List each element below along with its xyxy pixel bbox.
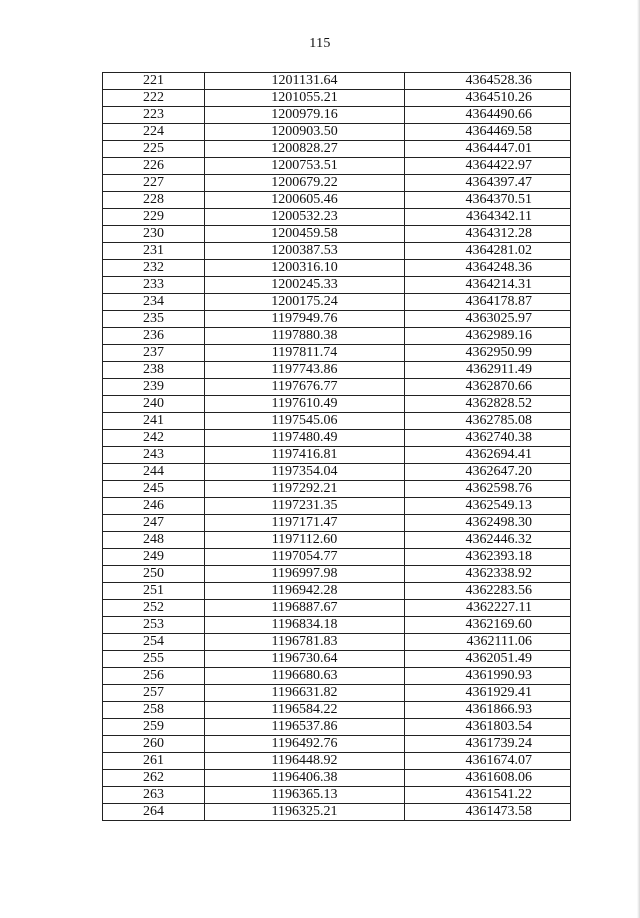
table-row xyxy=(103,600,571,617)
x-coordinate-cell: 1200175.24 xyxy=(205,294,405,311)
x-coordinate-cell: 1196584.22 xyxy=(205,702,405,719)
y-coordinate-cell: 4362828.52 xyxy=(405,396,571,413)
y-coordinate-cell: 4364342.11 xyxy=(405,209,571,226)
point-number-cell: 253 xyxy=(103,617,205,634)
x-coordinate-cell: 1200979.16 xyxy=(205,107,405,124)
point-number-cell: 231 xyxy=(103,243,205,260)
point-number-cell: 229 xyxy=(103,209,205,226)
x-coordinate-cell: 1196365.13 xyxy=(205,787,405,804)
table-row xyxy=(103,787,571,804)
table-row xyxy=(103,260,571,277)
table-row xyxy=(103,396,571,413)
point-number-cell: 233 xyxy=(103,277,205,294)
y-coordinate-cell: 4364281.02 xyxy=(405,243,571,260)
x-coordinate-cell: 1196781.83 xyxy=(205,634,405,651)
y-coordinate-cell: 4362283.56 xyxy=(405,583,571,600)
table-row xyxy=(103,719,571,736)
x-coordinate-cell: 1196680.63 xyxy=(205,668,405,685)
y-coordinate-cell: 4361541.22 xyxy=(405,787,571,804)
x-coordinate-cell: 1197054.77 xyxy=(205,549,405,566)
y-coordinate-cell: 4361866.93 xyxy=(405,702,571,719)
x-coordinate-cell: 1197416.81 xyxy=(205,447,405,464)
x-coordinate-cell: 1196730.64 xyxy=(205,651,405,668)
table-row xyxy=(103,311,571,328)
y-coordinate-cell: 4361803.54 xyxy=(405,719,571,736)
point-number-cell: 264 xyxy=(103,804,205,821)
y-coordinate-cell: 4362338.92 xyxy=(405,566,571,583)
x-coordinate-cell: 1196997.98 xyxy=(205,566,405,583)
x-coordinate-cell: 1196537.86 xyxy=(205,719,405,736)
y-coordinate-cell: 4362911.49 xyxy=(405,362,571,379)
table-row xyxy=(103,124,571,141)
x-coordinate-cell: 1201055.21 xyxy=(205,90,405,107)
y-coordinate-cell: 4362498.30 xyxy=(405,515,571,532)
table-row xyxy=(103,702,571,719)
point-number-cell: 240 xyxy=(103,396,205,413)
x-coordinate-cell: 1197743.86 xyxy=(205,362,405,379)
y-coordinate-cell: 4362785.08 xyxy=(405,413,571,430)
point-number-cell: 249 xyxy=(103,549,205,566)
point-number-cell: 257 xyxy=(103,685,205,702)
point-number-cell: 260 xyxy=(103,736,205,753)
point-number-cell: 227 xyxy=(103,175,205,192)
table-row xyxy=(103,277,571,294)
y-coordinate-cell: 4364178.87 xyxy=(405,294,571,311)
x-coordinate-cell: 1197949.76 xyxy=(205,311,405,328)
y-coordinate-cell: 4362169.60 xyxy=(405,617,571,634)
x-coordinate-cell: 1197545.06 xyxy=(205,413,405,430)
y-coordinate-cell: 4361739.24 xyxy=(405,736,571,753)
x-coordinate-cell: 1196492.76 xyxy=(205,736,405,753)
y-coordinate-cell: 4362647.20 xyxy=(405,464,571,481)
table-row xyxy=(103,804,571,821)
table-row xyxy=(103,226,571,243)
table-row xyxy=(103,753,571,770)
x-coordinate-cell: 1196887.67 xyxy=(205,600,405,617)
table-row xyxy=(103,685,571,702)
point-number-cell: 252 xyxy=(103,600,205,617)
table-row xyxy=(103,651,571,668)
x-coordinate-cell: 1200903.50 xyxy=(205,124,405,141)
x-coordinate-cell: 1196448.92 xyxy=(205,753,405,770)
y-coordinate-cell: 4362446.32 xyxy=(405,532,571,549)
x-coordinate-cell: 1197231.35 xyxy=(205,498,405,515)
x-coordinate-cell: 1196406.38 xyxy=(205,770,405,787)
y-coordinate-cell: 4362111.06 xyxy=(405,634,571,651)
x-coordinate-cell: 1197880.38 xyxy=(205,328,405,345)
table-row xyxy=(103,345,571,362)
point-number-cell: 242 xyxy=(103,430,205,447)
point-number-cell: 228 xyxy=(103,192,205,209)
y-coordinate-cell: 4361473.58 xyxy=(405,804,571,821)
x-coordinate-cell: 1197354.04 xyxy=(205,464,405,481)
y-coordinate-cell: 4364528.36 xyxy=(405,73,571,90)
y-coordinate-cell: 4364312.28 xyxy=(405,226,571,243)
x-coordinate-cell: 1197480.49 xyxy=(205,430,405,447)
point-number-cell: 232 xyxy=(103,260,205,277)
point-number-cell: 238 xyxy=(103,362,205,379)
y-coordinate-cell: 4364422.97 xyxy=(405,158,571,175)
point-number-cell: 263 xyxy=(103,787,205,804)
table-row xyxy=(103,413,571,430)
table-row xyxy=(103,141,571,158)
y-coordinate-cell: 4362950.99 xyxy=(405,345,571,362)
x-coordinate-cell: 1200316.10 xyxy=(205,260,405,277)
y-coordinate-cell: 4362740.38 xyxy=(405,430,571,447)
y-coordinate-cell: 4364510.26 xyxy=(405,90,571,107)
table-row xyxy=(103,464,571,481)
point-number-cell: 226 xyxy=(103,158,205,175)
x-coordinate-cell: 1200605.46 xyxy=(205,192,405,209)
table-row xyxy=(103,192,571,209)
x-coordinate-cell: 1197676.77 xyxy=(205,379,405,396)
table-row xyxy=(103,209,571,226)
point-number-cell: 222 xyxy=(103,90,205,107)
x-coordinate-cell: 1200753.51 xyxy=(205,158,405,175)
y-coordinate-cell: 4362227.11 xyxy=(405,600,571,617)
x-coordinate-cell: 1200679.22 xyxy=(205,175,405,192)
y-coordinate-cell: 4362694.41 xyxy=(405,447,571,464)
table-row xyxy=(103,328,571,345)
x-coordinate-cell: 1196631.82 xyxy=(205,685,405,702)
table-row xyxy=(103,566,571,583)
y-coordinate-cell: 4364214.31 xyxy=(405,277,571,294)
point-number-cell: 250 xyxy=(103,566,205,583)
x-coordinate-cell: 1200245.33 xyxy=(205,277,405,294)
y-coordinate-cell: 4364397.47 xyxy=(405,175,571,192)
point-number-cell: 247 xyxy=(103,515,205,532)
point-number-cell: 246 xyxy=(103,498,205,515)
point-number-cell: 255 xyxy=(103,651,205,668)
point-number-cell: 225 xyxy=(103,141,205,158)
table-row xyxy=(103,770,571,787)
point-number-cell: 224 xyxy=(103,124,205,141)
point-number-cell: 254 xyxy=(103,634,205,651)
point-number-cell: 248 xyxy=(103,532,205,549)
point-number-cell: 245 xyxy=(103,481,205,498)
coordinates-table-body xyxy=(103,73,571,821)
point-number-cell: 259 xyxy=(103,719,205,736)
table-row xyxy=(103,481,571,498)
table-row xyxy=(103,532,571,549)
y-coordinate-cell: 4362051.49 xyxy=(405,651,571,668)
table-row xyxy=(103,498,571,515)
x-coordinate-cell: 1200387.53 xyxy=(205,243,405,260)
x-coordinate-cell: 1196325.21 xyxy=(205,804,405,821)
point-number-cell: 236 xyxy=(103,328,205,345)
table-row xyxy=(103,243,571,260)
table-row xyxy=(103,158,571,175)
x-coordinate-cell: 1196834.18 xyxy=(205,617,405,634)
table-row xyxy=(103,549,571,566)
y-coordinate-cell: 4364490.66 xyxy=(405,107,571,124)
x-coordinate-cell: 1201131.64 xyxy=(205,73,405,90)
table-row xyxy=(103,294,571,311)
y-coordinate-cell: 4361608.06 xyxy=(405,770,571,787)
y-coordinate-cell: 4362393.18 xyxy=(405,549,571,566)
point-number-cell: 234 xyxy=(103,294,205,311)
y-coordinate-cell: 4364370.51 xyxy=(405,192,571,209)
table-row xyxy=(103,73,571,90)
point-number-cell: 239 xyxy=(103,379,205,396)
y-coordinate-cell: 4364469.58 xyxy=(405,124,571,141)
point-number-cell: 244 xyxy=(103,464,205,481)
y-coordinate-cell: 4362870.66 xyxy=(405,379,571,396)
table-row xyxy=(103,90,571,107)
table-row xyxy=(103,736,571,753)
table-row xyxy=(103,515,571,532)
table-row xyxy=(103,583,571,600)
table-row xyxy=(103,430,571,447)
x-coordinate-cell: 1197171.47 xyxy=(205,515,405,532)
y-coordinate-cell: 4361990.93 xyxy=(405,668,571,685)
y-coordinate-cell: 4362549.13 xyxy=(405,498,571,515)
point-number-cell: 223 xyxy=(103,107,205,124)
point-number-cell: 262 xyxy=(103,770,205,787)
table-row xyxy=(103,634,571,651)
y-coordinate-cell: 4361674.07 xyxy=(405,753,571,770)
table-row xyxy=(103,668,571,685)
table-row xyxy=(103,447,571,464)
table-row xyxy=(103,175,571,192)
x-coordinate-cell: 1197112.60 xyxy=(205,532,405,549)
point-number-cell: 235 xyxy=(103,311,205,328)
x-coordinate-cell: 1200459.58 xyxy=(205,226,405,243)
x-coordinate-cell: 1197610.49 xyxy=(205,396,405,413)
x-coordinate-cell: 1197292.21 xyxy=(205,481,405,498)
x-coordinate-cell: 1197811.74 xyxy=(205,345,405,362)
point-number-cell: 261 xyxy=(103,753,205,770)
y-coordinate-cell: 4362989.16 xyxy=(405,328,571,345)
point-number-cell: 243 xyxy=(103,447,205,464)
point-number-cell: 230 xyxy=(103,226,205,243)
y-coordinate-cell: 4364447.01 xyxy=(405,141,571,158)
point-number-cell: 258 xyxy=(103,702,205,719)
x-coordinate-cell: 1200532.23 xyxy=(205,209,405,226)
table-row xyxy=(103,617,571,634)
table-row xyxy=(103,362,571,379)
y-coordinate-cell: 4363025.97 xyxy=(405,311,571,328)
x-coordinate-cell: 1200828.27 xyxy=(205,141,405,158)
table-row xyxy=(103,379,571,396)
y-coordinate-cell: 4364248.36 xyxy=(405,260,571,277)
point-number-cell: 251 xyxy=(103,583,205,600)
coordinates-table xyxy=(102,72,571,821)
x-coordinate-cell: 1196942.28 xyxy=(205,583,405,600)
point-number-cell: 237 xyxy=(103,345,205,362)
table-row xyxy=(103,107,571,124)
page-number: 115 xyxy=(309,36,331,51)
y-coordinate-cell: 4361929.41 xyxy=(405,685,571,702)
y-coordinate-cell: 4362598.76 xyxy=(405,481,571,498)
point-number-cell: 256 xyxy=(103,668,205,685)
point-number-cell: 221 xyxy=(103,73,205,90)
point-number-cell: 241 xyxy=(103,413,205,430)
